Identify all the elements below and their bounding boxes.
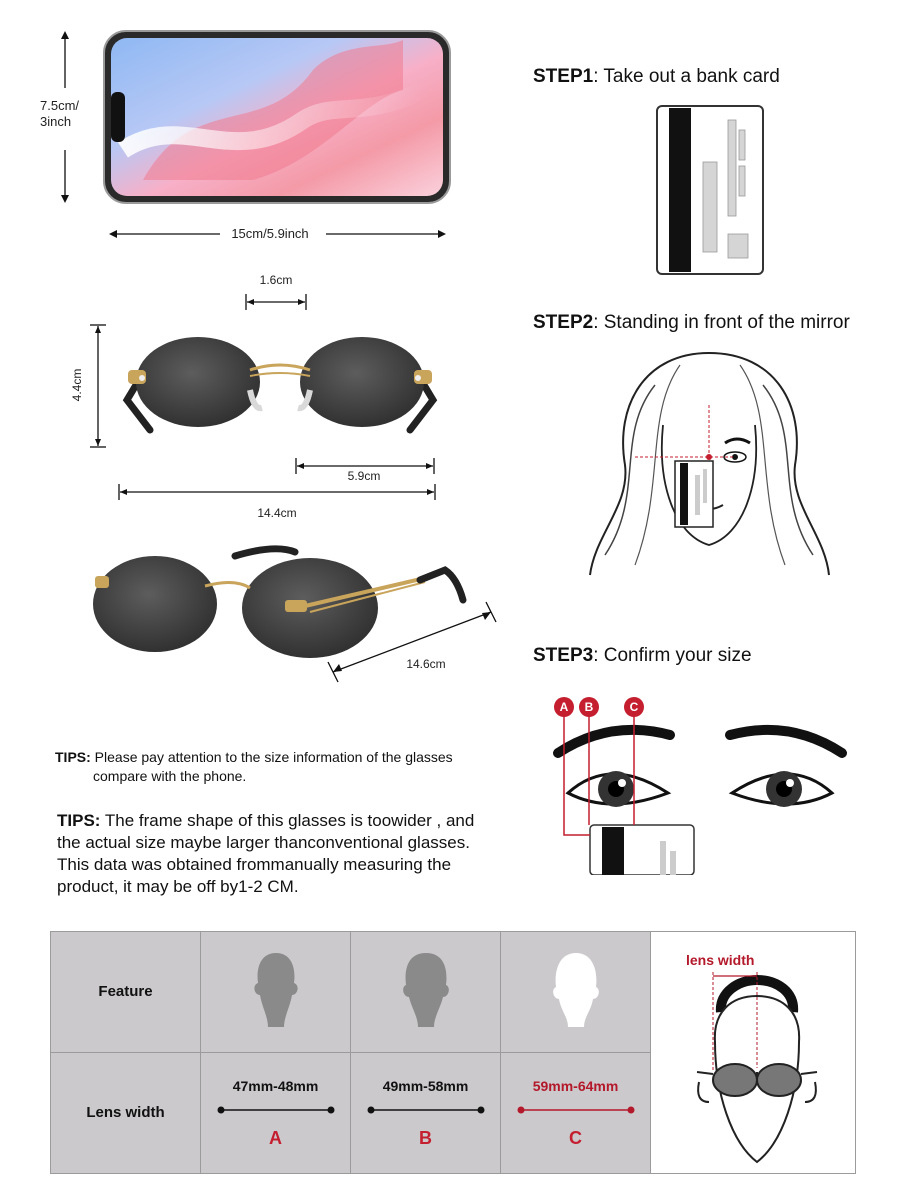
step3-title: STEP3: Confirm your size <box>533 645 752 666</box>
face-a-icon <box>246 945 306 1035</box>
size-a-range: 47mm-48mm <box>232 1077 319 1094</box>
tips-frame-size: TIPS: The frame shape of this glasses is toowider , and the actual size maybe larger thanconventional glasses. This data was obtained frommanually measuring the product, it may be off by1-2 CM. <box>57 811 475 896</box>
table-row <box>51 932 856 1053</box>
total-width-label: 14.4cm <box>257 506 297 520</box>
eyes-illustration <box>550 695 850 875</box>
feature-header: Feature <box>51 932 201 1053</box>
size-b-line <box>366 1105 486 1115</box>
head-lens-width-cell <box>651 932 856 1174</box>
step2-title: STEP2: Standing in front of the mirror <box>533 312 850 333</box>
size-b-letter: B <box>419 1127 432 1148</box>
head-lens-width-label: lens width <box>686 952 755 968</box>
glasses-front-image <box>122 330 438 435</box>
eye-marker-b: B <box>579 697 599 717</box>
face-b-icon <box>396 945 456 1035</box>
size-c-range: 59mm-64mm <box>532 1077 619 1094</box>
total-width-arrow <box>117 482 439 502</box>
phone-height-label: 7.5cm/ 3inch <box>40 98 80 129</box>
bridge-width-arrow <box>243 292 311 312</box>
step1-title: STEP1: Take out a bank card <box>533 66 780 87</box>
size-b-range: 49mm-58mm <box>382 1077 469 1094</box>
lens-width-label: 5.9cm <box>347 469 381 483</box>
size-a-letter: A <box>269 1127 282 1148</box>
tips-phone-compare: TIPS: Please pay attention to the size information of the glasses compare with the phone. <box>55 749 453 784</box>
size-chart-table <box>50 931 856 1174</box>
phone-width-label: 15cm/5.9inch <box>231 226 309 241</box>
size-a-line <box>216 1105 336 1115</box>
bridge-width-label: 1.6cm <box>259 273 293 287</box>
eye-marker-a: A <box>554 697 574 717</box>
glasses-height-label: 4.4cm <box>70 368 84 402</box>
size-b-cell <box>351 1053 501 1174</box>
mirror-face-illustration <box>585 345 833 590</box>
face-c-cell <box>501 932 651 1053</box>
glasses-height-arrow <box>88 323 108 449</box>
bank-card-image <box>655 104 765 276</box>
size-c-letter: C <box>569 1127 582 1148</box>
lens-width-header: Lens width <box>51 1053 201 1174</box>
face-c-icon <box>546 945 606 1035</box>
size-c-line <box>516 1105 636 1115</box>
temple-length-arrow <box>326 600 498 686</box>
size-c-cell <box>501 1053 651 1174</box>
head-glasses-illustration <box>691 972 821 1172</box>
face-a-cell <box>201 932 351 1053</box>
face-b-cell <box>351 932 501 1053</box>
temple-length-label: 14.6cm <box>406 657 446 671</box>
size-a-cell <box>201 1053 351 1174</box>
eye-marker-c: C <box>624 697 644 717</box>
phone-image <box>103 30 451 205</box>
